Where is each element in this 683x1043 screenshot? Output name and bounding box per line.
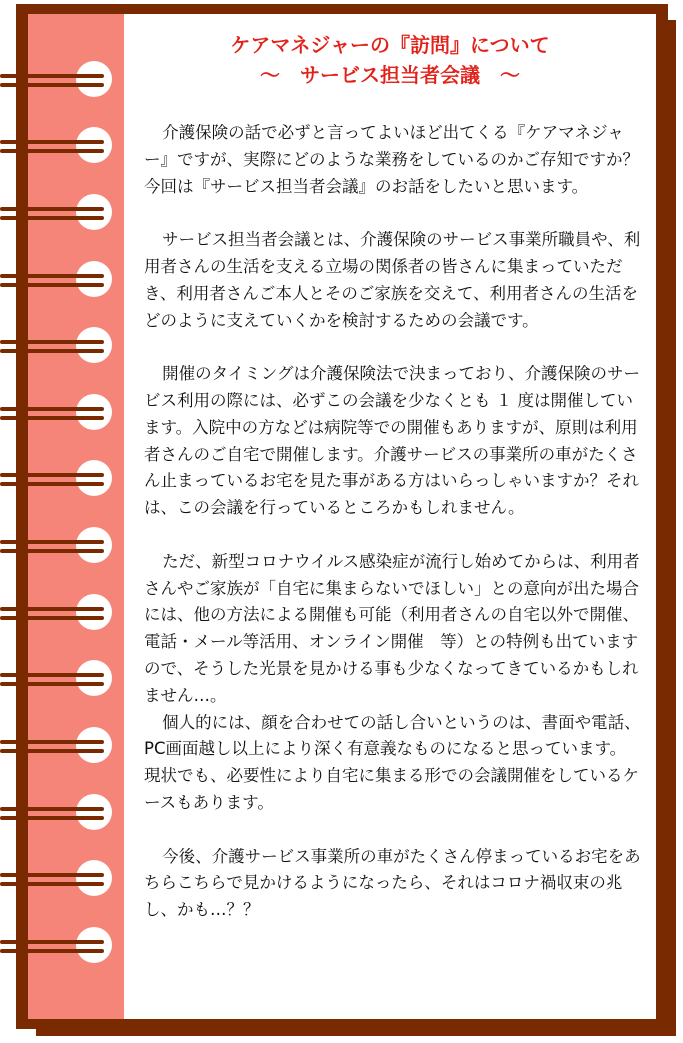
paragraph-opinion: 個人的には、顔を合わせての話し合いというのは、書面や電話、PC画面越し以上により深く有意義なものになると思っています。現状でも、必要性により自宅に集まる形での会議開催をしているケースもあります。 (144, 712, 641, 812)
binding-hole (76, 460, 112, 496)
binding-hole (76, 927, 112, 963)
article-body (144, 120, 642, 951)
binding-hole (76, 194, 112, 230)
binding-hole (76, 327, 112, 363)
binding-hole (76, 794, 112, 830)
paragraph-intro: 介護保険の話で必ずと言ってよいほど出てくる『ケアマネジャー』ですが、実際にどのような業務をしているのかご存知ですか？今回は『サービス担当者会議』のお話をしたいと思います。 (144, 123, 639, 196)
binding-hole (76, 594, 112, 630)
binding-hole (76, 261, 112, 297)
title-line-1: ケアマネジャーの『訪問』について (230, 33, 550, 57)
paragraph-closing: 今後、介護サービス事業所の車がたくさん停まっているお宅をあちらこちらで見かけるようになったら、それはコロナ禍収束の兆し、かも…？？ (144, 846, 641, 920)
paragraph-timing: 開催のタイミングは介護保険法で決まっており、介護保険のサービス利用の際には、必ずこの会議を少なくとも １ 度は開催しています。入院中の方などは病院等での開催もありますが、原則は利用者さんのご自宅で開催します。介護サービスの事業所の車がたくさん止まっているお宅を見た事がある方はいらっしゃいますか？それは、この会議を行っているところかもしれません。 (144, 364, 640, 518)
binding-hole (76, 727, 112, 763)
paragraph-covid: ただ、新型コロナウイルス感染症が流行し始めてからは、利用者さんやご家族が「自宅に集まらないでほしい」との意向が出た場合には、他の方法による開催も可能（利用者さんの自宅以外で開催、電話・メール等活用、オンライン開催 等）との特例も出ていますので、そうした光景を見かける事も少なくなってきているかもしれません…。 (144, 551, 640, 705)
page-title (124, 30, 656, 90)
paragraph-definition: サービス担当者会議とは、介護保険のサービス事業所職員や、利用者さんの生活を支える立場の関係者の皆さんに集まっていただき、利用者さんご本人とそのご家族を交えて、利用者さんの生活をどのように支えていくかを検討するための会議です。 (144, 230, 641, 330)
binding-hole (76, 61, 112, 97)
binding-strip (28, 14, 124, 1019)
binding-hole (76, 127, 112, 163)
binding-hole (76, 527, 112, 563)
title-line-2: ～ サービス担当者会議 ～ (260, 63, 520, 87)
binding-hole (76, 860, 112, 896)
binding-hole (76, 394, 112, 430)
binding-hole (76, 660, 112, 696)
notebook-page (28, 14, 656, 1019)
